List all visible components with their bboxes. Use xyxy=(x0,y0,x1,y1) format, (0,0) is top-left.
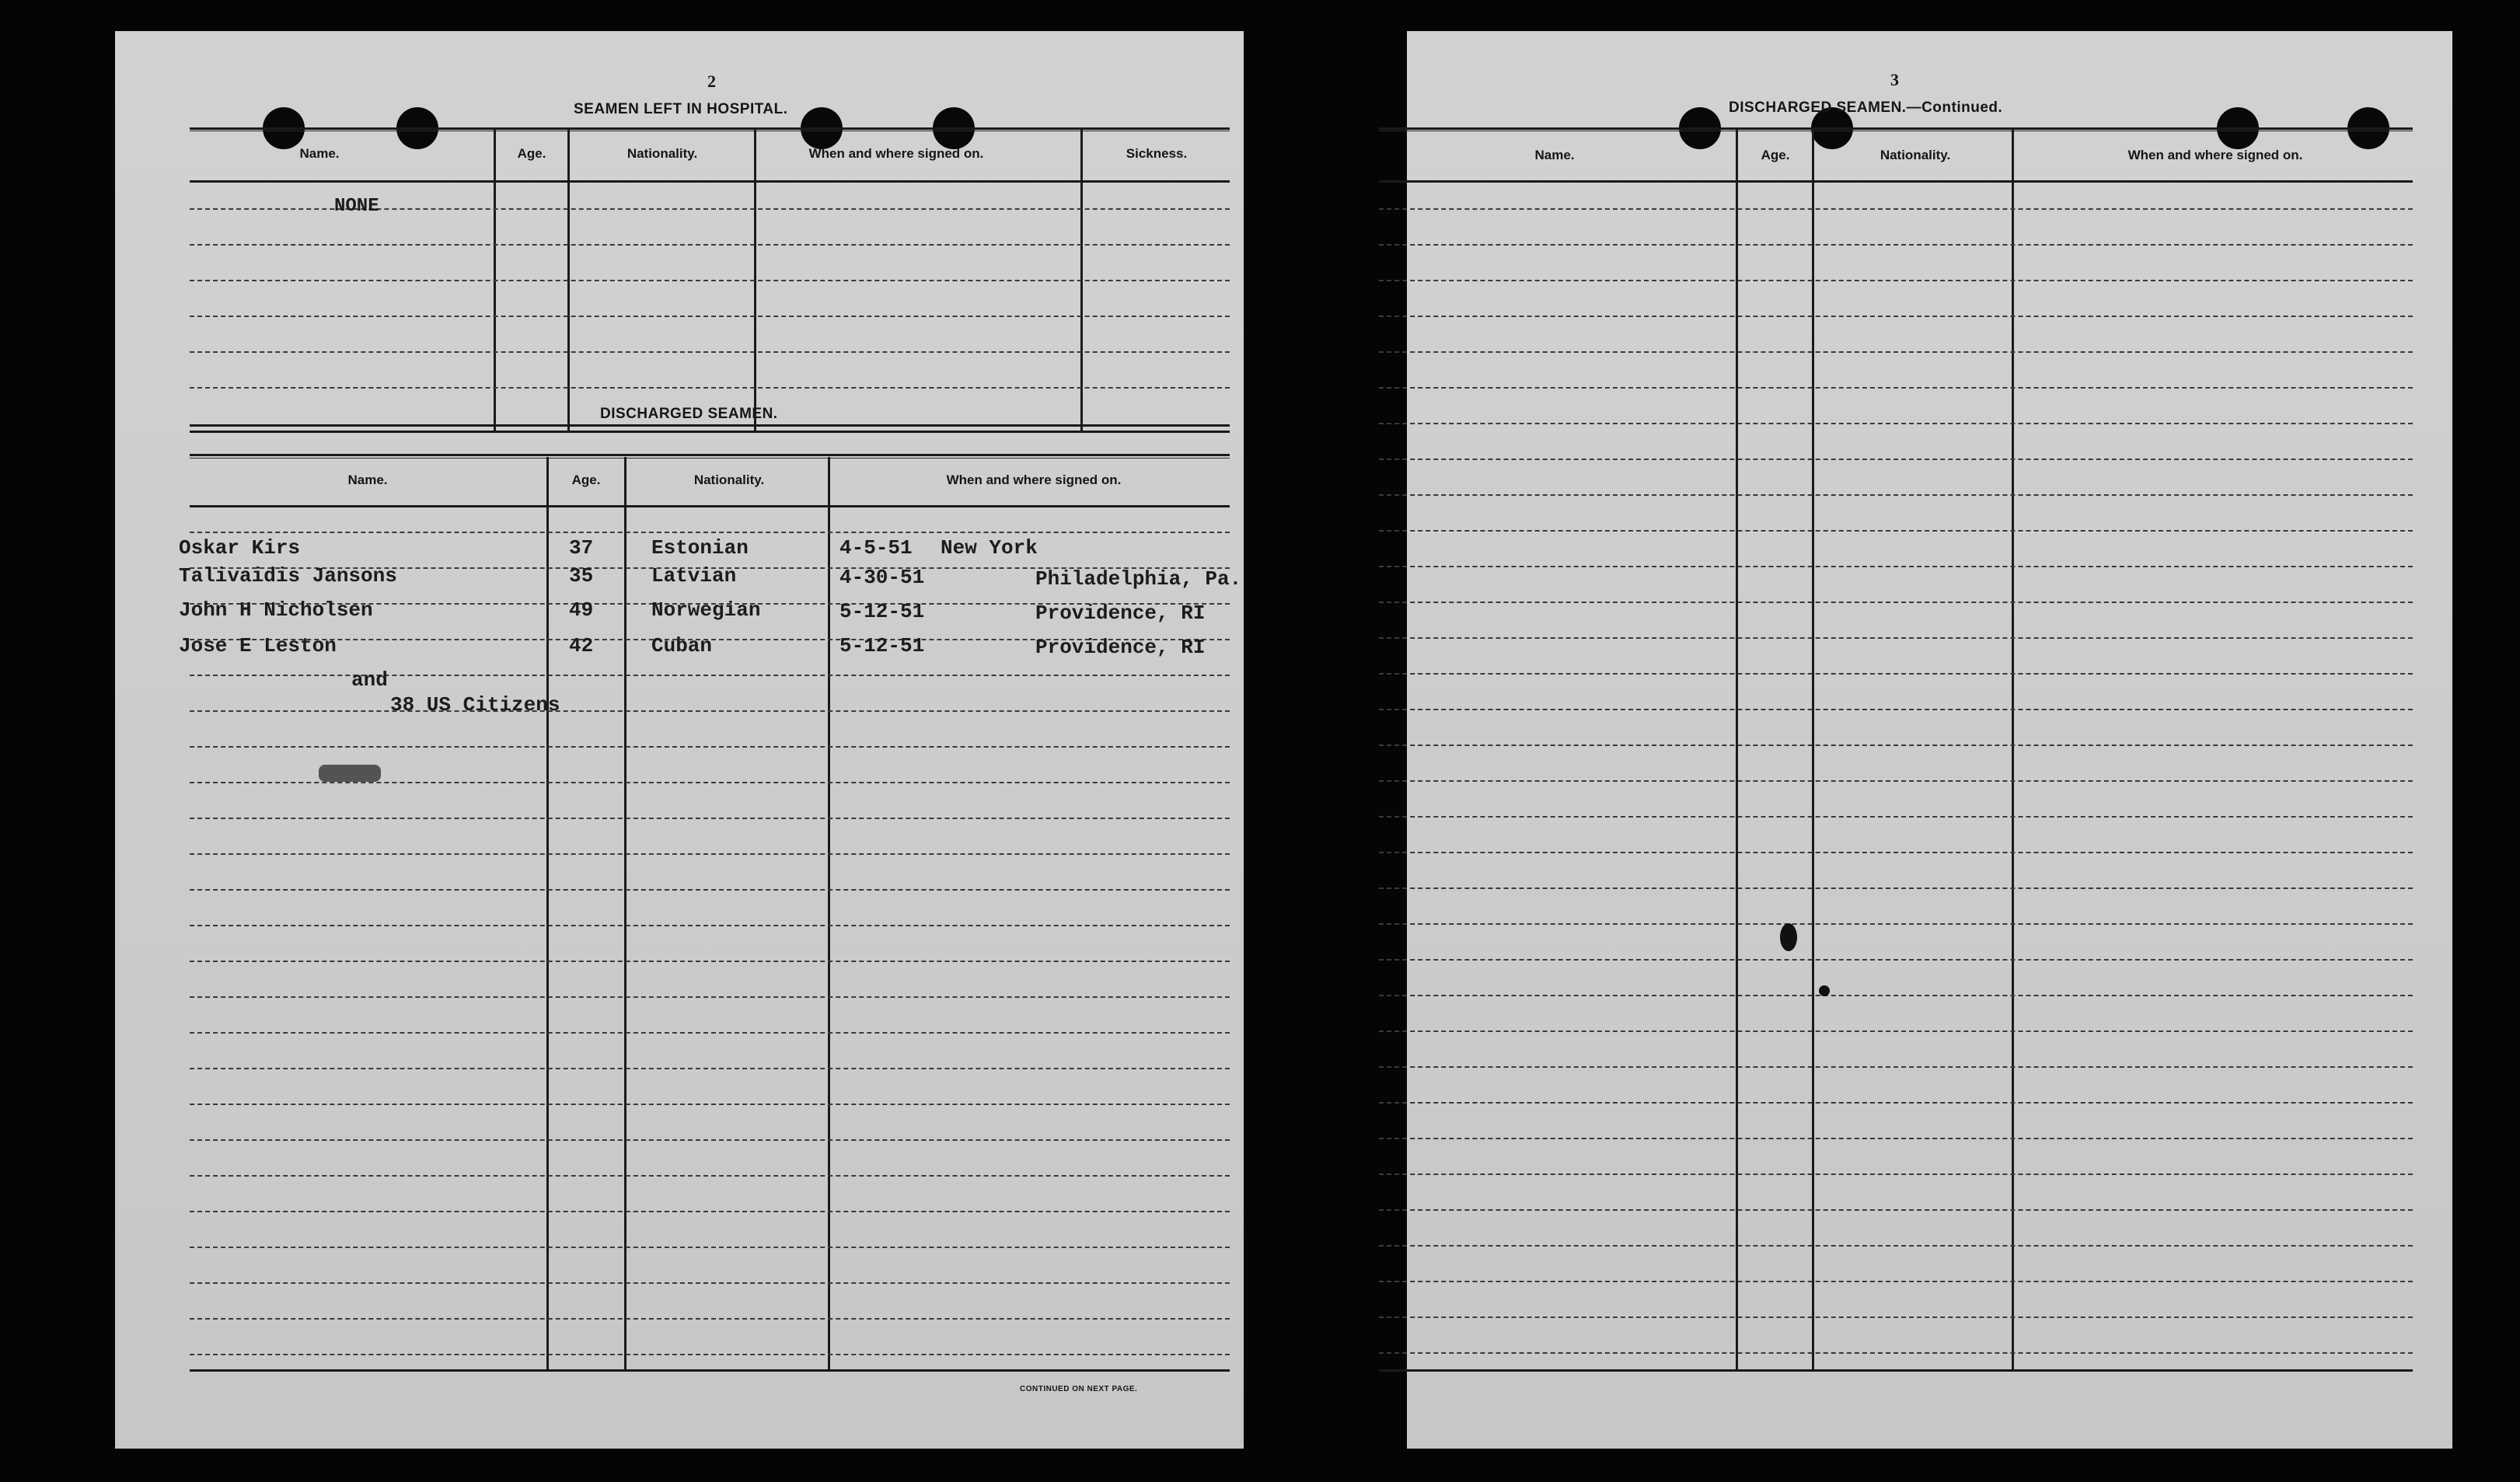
table-dashed-row xyxy=(1379,1316,2413,1318)
column-header-age: Age. xyxy=(1761,148,1790,162)
table-dashed-row xyxy=(1379,709,2413,710)
table-dashed-row xyxy=(190,818,1230,819)
seaman-place: New York xyxy=(941,536,1038,560)
table-dashed-row xyxy=(190,532,1230,533)
table-dashed-row xyxy=(190,351,1230,353)
table-dashed-row xyxy=(1379,673,2413,675)
table-dashed-row xyxy=(1379,1138,2413,1139)
table-dashed-row xyxy=(1379,351,2413,353)
table-dashed-row xyxy=(190,1139,1230,1141)
seaman-age: 49 xyxy=(569,598,594,622)
left-page xyxy=(115,31,1244,1449)
table-dashed-row xyxy=(190,1104,1230,1105)
table-dashed-row xyxy=(1379,1173,2413,1175)
seaman-place: Providence, RI xyxy=(1035,602,1206,625)
table-dashed-row xyxy=(1379,816,2413,818)
table-dashed-row xyxy=(1379,1030,2413,1032)
table-dashed-row xyxy=(1379,280,2413,281)
table-rule xyxy=(190,127,1230,130)
table-dashed-row xyxy=(1379,1209,2413,1211)
seaman-name: Jose E Leston xyxy=(179,634,337,657)
column-header-name: Name. xyxy=(1534,148,1575,162)
table-dashed-row xyxy=(190,1318,1230,1320)
spine-shadow xyxy=(1244,31,1407,78)
table-rule xyxy=(190,454,1230,456)
page-number: 3 xyxy=(1890,70,1899,89)
column-header-signed-on: When and where signed on. xyxy=(2127,148,2303,162)
table-dashed-row xyxy=(1379,959,2413,961)
seaman-nationality: Estonian xyxy=(651,536,749,560)
table-dashed-row xyxy=(1379,423,2413,424)
hospital-section-title: SEAMEN LEFT IN HOSPITAL. xyxy=(574,101,788,117)
column-header-signed-on: When and where signed on. xyxy=(808,146,984,161)
table-rule xyxy=(1379,1369,2413,1372)
seaman-nationality: Cuban xyxy=(651,634,713,657)
continued-footer: CONTINUED ON NEXT PAGE. xyxy=(1020,1385,1138,1393)
table-dashed-row xyxy=(1379,1352,2413,1354)
column-header-name: Name. xyxy=(299,146,340,161)
page-number: 2 xyxy=(707,71,716,91)
table-rule xyxy=(190,505,1230,507)
seaman-date: 4-5-51 xyxy=(839,536,913,560)
table-dashed-row xyxy=(190,961,1230,962)
table-dashed-row xyxy=(1379,316,2413,317)
seaman-age: 37 xyxy=(569,536,594,560)
table-dashed-row xyxy=(1379,494,2413,496)
table-dashed-row xyxy=(1379,995,2413,996)
table-dashed-row xyxy=(190,1282,1230,1284)
column-header-name: Name. xyxy=(347,472,388,487)
table-dashed-row xyxy=(1379,208,2413,210)
table-dashed-row xyxy=(190,746,1230,748)
ink-smudge xyxy=(319,765,381,782)
table-dashed-row xyxy=(190,853,1230,855)
column-header-sickness: Sickness. xyxy=(1126,146,1188,161)
seaman-name: Oskar Kirs xyxy=(179,536,301,560)
table-rule xyxy=(1379,180,2413,183)
table-dashed-row xyxy=(190,1211,1230,1212)
table-dashed-row xyxy=(190,244,1230,246)
table-dashed-row xyxy=(1379,459,2413,460)
seaman-date: 5-12-51 xyxy=(839,600,925,623)
table-dashed-row xyxy=(190,316,1230,317)
citizens-line: 38 US Citizens xyxy=(390,693,560,717)
seaman-place: Providence, RI xyxy=(1035,636,1206,659)
table-dashed-row xyxy=(190,387,1230,389)
table-dashed-row xyxy=(190,925,1230,926)
column-header-signed-on: When and where signed on. xyxy=(946,472,1122,487)
table-dashed-row xyxy=(1379,602,2413,603)
table-dashed-row xyxy=(1379,637,2413,639)
table-dashed-row xyxy=(1379,244,2413,246)
table-dashed-row xyxy=(1379,887,2413,889)
table-dashed-row xyxy=(190,1032,1230,1034)
seaman-age: 42 xyxy=(569,634,594,657)
table-dashed-row xyxy=(190,280,1230,281)
table-rule xyxy=(190,458,1230,459)
column-divider xyxy=(828,457,830,1371)
and-line: and xyxy=(351,668,388,692)
column-header-nationality: Nationality. xyxy=(1880,148,1951,162)
seaman-nationality: Latvian xyxy=(651,564,737,588)
right-page xyxy=(1407,31,2452,1449)
table-dashed-row xyxy=(1379,387,2413,389)
table-dashed-row xyxy=(190,710,1230,712)
table-dashed-row xyxy=(190,1354,1230,1355)
discharged-section-title: DISCHARGED SEAMEN. xyxy=(600,406,778,422)
table-dashed-row xyxy=(1379,1066,2413,1068)
table-dashed-row xyxy=(1379,744,2413,746)
column-divider xyxy=(624,457,627,1371)
column-header-nationality: Nationality. xyxy=(693,472,765,487)
table-dashed-row xyxy=(1379,566,2413,567)
table-dashed-row xyxy=(190,782,1230,783)
table-dashed-row xyxy=(1379,852,2413,853)
table-dashed-row xyxy=(190,1175,1230,1177)
column-header-nationality: Nationality. xyxy=(627,146,698,161)
discharged-continued-title: DISCHARGED SEAMEN.—Continued. xyxy=(1729,99,2003,116)
ink-blot xyxy=(1819,985,1830,996)
column-header-age: Age. xyxy=(517,146,546,161)
table-dashed-row xyxy=(1379,530,2413,532)
table-dashed-row xyxy=(190,996,1230,998)
seaman-place: Philadelphia, Pa. xyxy=(1035,567,1242,591)
table-rule xyxy=(190,180,1230,183)
ink-blot xyxy=(1780,923,1797,951)
seaman-name: Talivaidis Jansons xyxy=(179,564,397,588)
table-dashed-row xyxy=(1379,1245,2413,1247)
seaman-nationality: Norwegian xyxy=(651,598,761,622)
table-dashed-row xyxy=(190,889,1230,891)
column-header-age: Age. xyxy=(571,472,601,487)
table-dashed-row xyxy=(190,675,1230,676)
seaman-name: John H Nicholsen xyxy=(179,598,373,622)
table-rule xyxy=(190,431,1230,433)
table-dashed-row xyxy=(1379,923,2413,925)
seaman-age: 35 xyxy=(569,564,594,588)
table-dashed-row xyxy=(190,1068,1230,1069)
seaman-date: 4-30-51 xyxy=(839,566,925,589)
table-dashed-row xyxy=(1379,1102,2413,1104)
table-rule xyxy=(1379,127,2413,130)
column-divider xyxy=(546,457,549,1371)
table-dashed-row xyxy=(1379,780,2413,782)
table-dashed-row xyxy=(190,1247,1230,1248)
table-rule xyxy=(190,424,1230,427)
table-rule xyxy=(190,1369,1230,1372)
hospital-entry: NONE xyxy=(334,196,379,217)
seaman-date: 5-12-51 xyxy=(839,634,925,657)
table-dashed-row xyxy=(1379,1281,2413,1282)
